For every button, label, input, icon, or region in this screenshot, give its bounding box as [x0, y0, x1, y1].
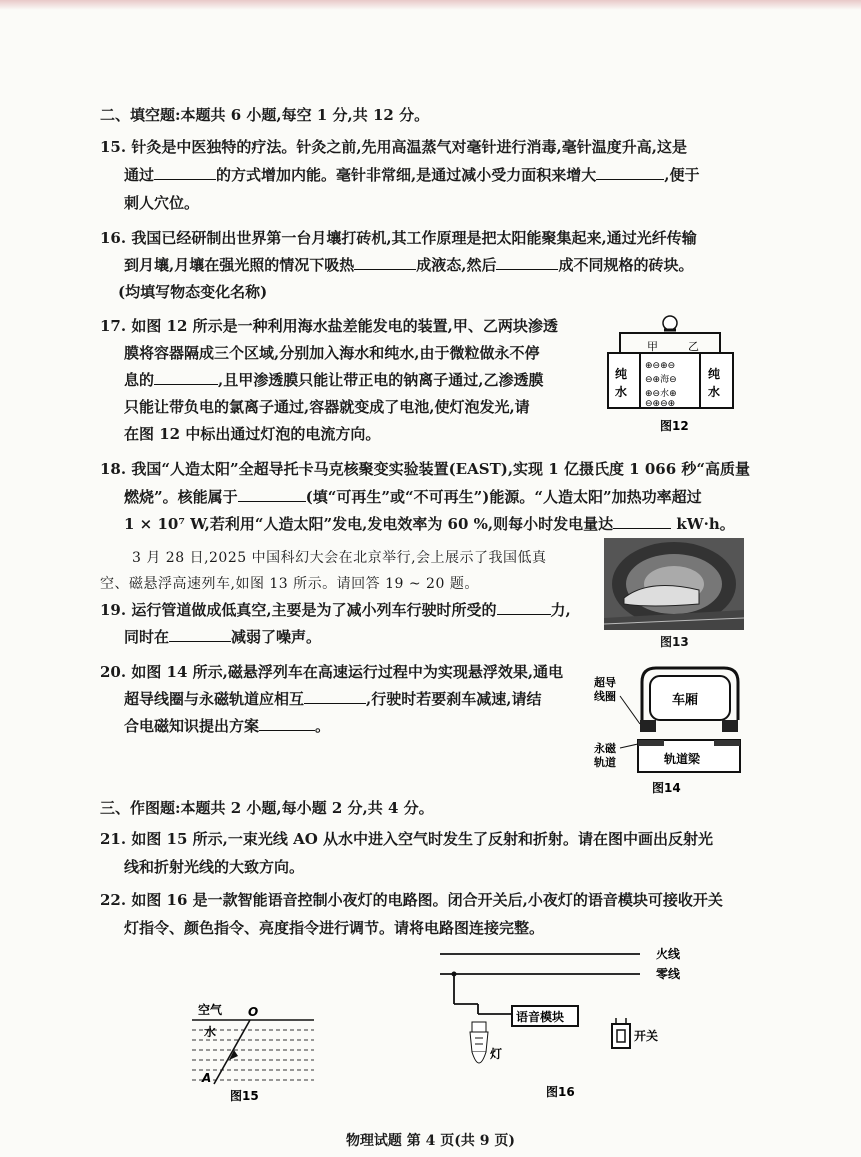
switch-label: 开关 [634, 1029, 659, 1043]
figure-15-caption: 图15 [230, 1089, 259, 1103]
svg-text:线圈: 线圈 [594, 690, 616, 703]
q15-line1: 15. 针灸是中医独特的疗法。针灸之前,先用高温蒸气对毫针进行消毒,毫针温度升高,这是 [100, 138, 687, 156]
svg-text:纯: 纯 [615, 367, 628, 381]
voice-module-label: 语音模块 [516, 1010, 565, 1024]
live-wire-label: 火线 [656, 947, 681, 961]
answer-blank [496, 255, 558, 270]
q18-line3: 1 × 10⁷ W,若利用“人造太阳”发电,发电效率为 60 %,则每小时发电量达 kW·h。 [124, 515, 735, 533]
svg-text:⊕⊖水⊕: ⊕⊖水⊕ [645, 389, 677, 399]
figure-13-caption: 图13 [660, 635, 689, 649]
q17-line5: 在图 12 中标出通过灯泡的电流方向。 [124, 425, 381, 443]
q19-line2: 同时在 减弱了噪声。 [124, 628, 322, 646]
figure-16-caption: 图16 [546, 1085, 575, 1099]
section-2-title: 二、填空题:本题共 6 小题,每空 1 分,共 12 分。 [100, 106, 430, 124]
point-a-label: A [202, 1071, 212, 1085]
svg-text:超导: 超导 [594, 676, 616, 689]
answer-blank [304, 689, 366, 704]
figure-16-circuit [430, 942, 690, 1104]
intro-line1: 3 月 28 日,2025 中国科幻大会在北京举行,会上展示了我国低真 [132, 550, 547, 566]
svg-text:水: 水 [708, 385, 721, 399]
q21-line1: 21. 如图 15 所示,一束光线 AO 从水中进入空气时发生了反射和折射。请在图中画出反射光 [100, 830, 714, 848]
answer-blank [596, 165, 664, 180]
q20-line1: 20. 如图 14 所示,磁悬浮列车在高速运行过程中为实现悬浮效果,通电 [100, 663, 564, 681]
section-3-title: 三、作图题:本题共 2 小题,每小题 2 分,共 4 分。 [100, 799, 434, 817]
q17-line3: 息的 ,且甲渗透膜只能让带正电的钠离子通过,乙渗透膜 [124, 371, 544, 389]
q18-line1: 18. 我国“人造太阳”全超导托卡马克核聚变实验装置(EAST),实现 1 亿摄氏度 1 066 秒“高质量 [100, 460, 750, 478]
svg-text:⊕⊖⊕⊖: ⊕⊖⊕⊖ [645, 361, 676, 371]
answer-blank [154, 165, 216, 180]
answer-blank [259, 716, 315, 731]
q22-line2: 灯指令、颜色指令、亮度指令进行调节。请将电路图连接完整。 [124, 919, 545, 937]
answer-blank [497, 600, 551, 615]
q20-line2: 超导线圈与永磁轨道应相互 ,行驶时若要刹车减速,请结 [124, 690, 542, 708]
figure-14-maglev-diagram [592, 660, 748, 798]
svg-text:水: 水 [615, 385, 628, 399]
figure-12-salinity-battery [600, 308, 740, 438]
svg-text:⊖⊕海⊖: ⊖⊕海⊖ [645, 375, 677, 385]
membrane-b-label: 乙 [688, 340, 699, 353]
car-label: 车厢 [672, 693, 699, 708]
svg-text:轨道: 轨道 [594, 756, 616, 769]
scan-top-edge [0, 0, 861, 10]
figure-14-caption: 图14 [652, 781, 681, 795]
intro-line2: 空、磁悬浮高速列车,如图 13 所示。请回答 19 ~ 20 题。 [100, 576, 479, 592]
svg-text:永磁: 永磁 [594, 742, 616, 755]
lamp-label: 灯 [490, 1047, 503, 1061]
neutral-wire-label: 零线 [656, 967, 681, 981]
figure-12-caption: 图12 [660, 419, 689, 433]
air-label: 空气 [198, 1003, 223, 1017]
q18-line2: 燃烧”。核能属于 (填“可再生”或“不可再生”)能源。“人造太阳”加热功率超过 [124, 488, 702, 506]
q16-line2: 到月壤,月壤在强光照的情况下吸热 成液态,然后 成不同规格的砖块。 [124, 256, 694, 274]
q19-line1: 19. 运行管道做成低真空,主要是为了减小列车行驶时所受的 力, [100, 601, 571, 619]
svg-text:⊖⊕⊖⊕: ⊖⊕⊖⊕ [645, 399, 676, 409]
membrane-a-label: 甲 [647, 340, 658, 353]
q16-line1: 16. 我国已经研制出世界第一台月壤打砖机,其工作原理是把太阳能聚集起来,通过光纤传输 [100, 229, 697, 247]
answer-blank [169, 627, 231, 642]
q22-line1: 22. 如图 16 是一款智能语音控制小夜灯的电路图。闭合开关后,小夜灯的语音模块可接收开关 [100, 891, 723, 909]
q16-line3: (均填写物态变化名称) [118, 283, 268, 301]
q15-line3: 刺人穴位。 [124, 194, 200, 212]
water-label: 水 [204, 1025, 217, 1039]
q15-line2: 通过 的方式增加内能。毫针非常细,是通过减小受力面积来增大 ,便于 [124, 166, 700, 184]
answer-blank [238, 487, 306, 502]
q17-line2: 膜将容器隔成三个区域,分别加入海水和纯水,由于微粒做永不停 [124, 344, 540, 362]
q17-line1: 17. 如图 12 所示是一种利用海水盐差能发电的装置,甲、乙两块渗透 [100, 317, 558, 335]
figure-15-refraction [192, 998, 322, 1104]
q21-line2: 线和折射光线的大致方向。 [124, 858, 305, 876]
answer-blank [613, 514, 671, 529]
answer-blank [154, 370, 218, 385]
lamp-icon [470, 1022, 488, 1063]
svg-text:纯: 纯 [708, 367, 721, 381]
point-o-label: O [248, 1005, 259, 1019]
q17-line4: 只能让带负电的氯离子通过,容器就变成了电池,使灯泡发光,请 [124, 398, 530, 416]
beam-label: 轨道梁 [664, 752, 701, 766]
q20-line3: 合电磁知识提出方案 。 [124, 717, 331, 735]
bulb-icon [663, 316, 677, 330]
page-footer: 物理试题 第 4 页(共 9 页) [345, 1133, 516, 1149]
figure-13-maglev-photo [604, 538, 744, 650]
answer-blank [354, 255, 416, 270]
